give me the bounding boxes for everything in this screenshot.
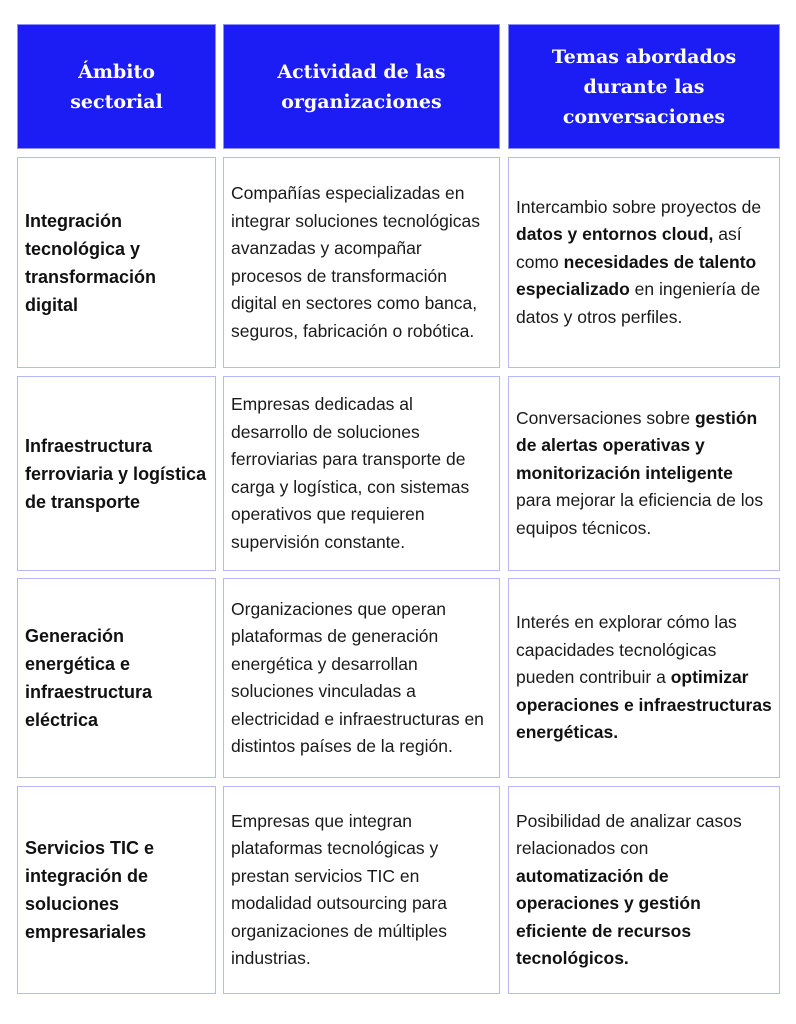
topics-segment: así como <box>516 224 742 272</box>
header-topics-label: Temas abordados durante las conversaciones <box>551 45 737 128</box>
topics-highlight: datos y entornos cloud, <box>516 224 714 245</box>
topics-segment: Interés en explorar cómo las capacidades tecnológicas pueden contribuir a <box>516 612 737 688</box>
header-sector <box>17 24 216 149</box>
header-sector-label: Ámbito sectorial <box>70 60 163 113</box>
topics-segment: en ingeniería de datos y otros perfiles. <box>516 279 761 327</box>
header-activity <box>223 24 500 149</box>
table-row-4-activity <box>223 786 500 994</box>
table-row-4-sector <box>17 786 216 994</box>
topics-text <box>516 194 772 332</box>
topics-segment: Intercambio sobre proyectos de <box>516 196 762 217</box>
sector-label: Servicios TIC e integración de soluciones empresariales <box>25 838 155 942</box>
table-row-1-topics <box>508 157 780 368</box>
sector-label: Integración tecnológica y transformación digital <box>25 210 157 315</box>
table-row-2-sector <box>17 376 216 571</box>
topics-highlight: necesidades de talento especializado <box>516 251 757 300</box>
topics-highlight: gestión de alertas operativas y monitorización inteligente <box>516 407 758 483</box>
table-row-3-sector <box>17 578 216 778</box>
table-row-2-activity <box>223 376 500 571</box>
sector-label: Infraestructura ferroviaria y logística de transporte <box>25 435 207 512</box>
table-row-2-topics <box>508 376 780 571</box>
topics-text <box>516 405 772 543</box>
header-activity-label: Actividad de las organizaciones <box>277 60 446 113</box>
table-row-3-topics <box>508 578 780 778</box>
topics-segment: Conversaciones sobre <box>516 407 695 428</box>
topics-segment: Posibilidad de analizar casos relacionados con <box>516 810 742 858</box>
topics-highlight: automatización de operaciones y gestión eficiente de recursos tecnológicos. <box>516 865 701 968</box>
topics-text <box>516 808 772 973</box>
activity-text: Organizaciones que operan plataformas de generación energética y desarrollan soluciones vinculadas a electricidad e infraestructuras en distintos países de la región. <box>231 598 484 756</box>
table-row-1-activity <box>223 157 500 368</box>
activity-text: Compañías especializadas en integrar soluciones tecnológicas avanzadas y acompañar procesos de transformación digital en sectores como banca, seguros, fabricación o robótica. <box>231 183 481 341</box>
topics-segment: para mejorar la eficiencia de los equipos técnicos. <box>516 490 764 538</box>
activity-text: Empresas que integran plataformas tecnológicas y prestan servicios TIC en modalidad outsourcing para organizaciones de múltiples industrias. <box>231 810 447 968</box>
table-row-1-sector <box>17 157 216 368</box>
sector-label: Generación energética e infraestructura eléctrica <box>25 626 153 730</box>
header-topics <box>508 24 780 149</box>
table-row-3-activity <box>223 578 500 778</box>
topics-highlight: optimizar operaciones e infraestructuras energéticas. <box>516 667 772 743</box>
activity-text: Empresas dedicadas al desarrollo de soluciones ferroviarias para transporte de carga y logística, con sistemas operativos que requieren supervisión constante. <box>231 394 470 552</box>
topics-text <box>516 609 772 747</box>
table-row-4-topics <box>508 786 780 994</box>
